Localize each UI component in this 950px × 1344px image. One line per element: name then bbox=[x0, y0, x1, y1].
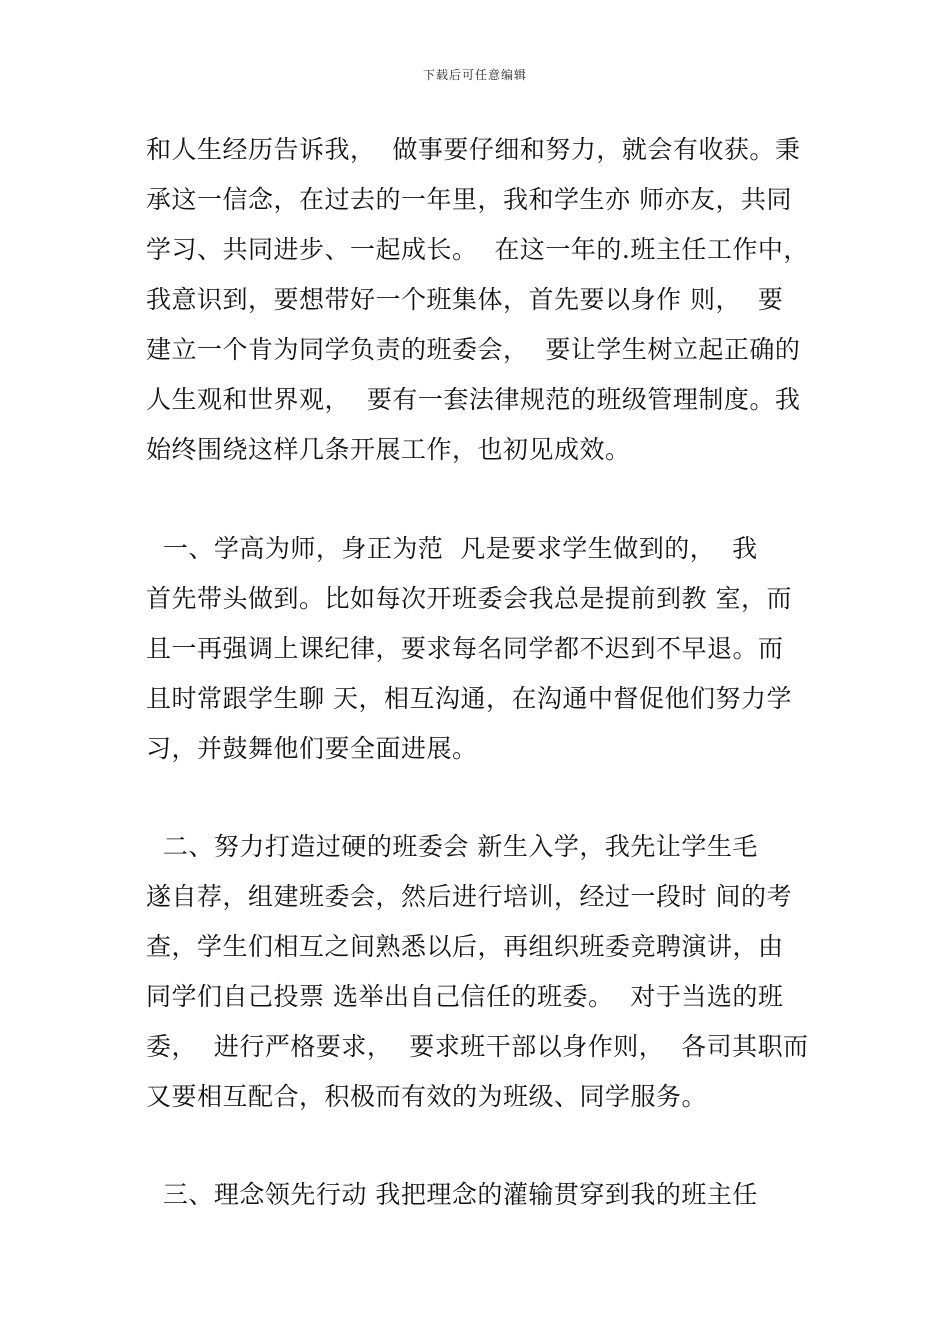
paragraph-2-line-2: 首先带头做到。比如每次开班委会我总是提前到教 室，而 bbox=[146, 584, 792, 613]
paragraph-1-line-6: 人生观和世界观， 要有一套法律规范的班级管理制度。我 bbox=[146, 385, 801, 414]
paragraph-1-line-2: 承这一信念，在过去的一年里，我和学生亦 师亦友，共同 bbox=[146, 185, 792, 214]
paragraph-2-line-4: 且时常跟学生聊 天，相互沟通，在沟通中督促他们努力学 bbox=[146, 684, 792, 713]
paragraph-1-line-5: 建立一个肯为同学负责的班委会， 要让学生树立起正确的 bbox=[146, 335, 801, 364]
paragraph-3-line-2: 遂自荐，组建班委会，然后进行培训，经过一段时 间的考 bbox=[146, 882, 792, 911]
paragraph-3-line-3: 查，学生们相互之间熟悉以后，再组织班委竞聘演讲，由 bbox=[146, 932, 784, 961]
paragraph-1-line-3: 学习、共同进步、一起成长。 在这一年的.班主任工作中， bbox=[146, 235, 809, 264]
paragraph-3-line-1: 二、努力打造过硬的班委会 新生入学，我先让学生毛 bbox=[146, 832, 758, 861]
paragraph-2-line-1: 一、学高为师，身正为范 凡是要求学生做到的， 我 bbox=[146, 534, 758, 563]
paragraph-3-line-6: 又要相互配合，积极而有效的为班级、同学服务。 bbox=[146, 1082, 708, 1111]
paragraph-4-line-1: 三、理念领先行动 我把理念的灌输贯穿到我的班主任 bbox=[146, 1180, 758, 1209]
paragraph-1-line-1: 和人生经历告诉我， 做事要仔细和努力，就会有收获。秉 bbox=[146, 135, 801, 164]
paragraph-2-line-5: 习，并鼓舞他们要全面进展。 bbox=[146, 734, 478, 763]
paragraph-2-line-3: 且一再强调上课纪律，要求每名同学都不迟到不早退。而 bbox=[146, 634, 784, 663]
paragraph-3-line-5: 委， 进行严格要求， 要求班干部以身作则， 各司其职而 bbox=[146, 1032, 809, 1061]
paragraph-1-line-4: 我意识到，要想带好一个班集体，首先要以身作 则， 要 bbox=[146, 285, 784, 314]
paragraph-1-line-7: 始终围绕这样几条开展工作，也初见成效。 bbox=[146, 435, 631, 464]
paragraph-3-line-4: 同学们自己投票 选举出自己信任的班委。 对于当选的班 bbox=[146, 982, 784, 1011]
page-header-note: 下载后可任意编辑 bbox=[422, 68, 527, 82]
